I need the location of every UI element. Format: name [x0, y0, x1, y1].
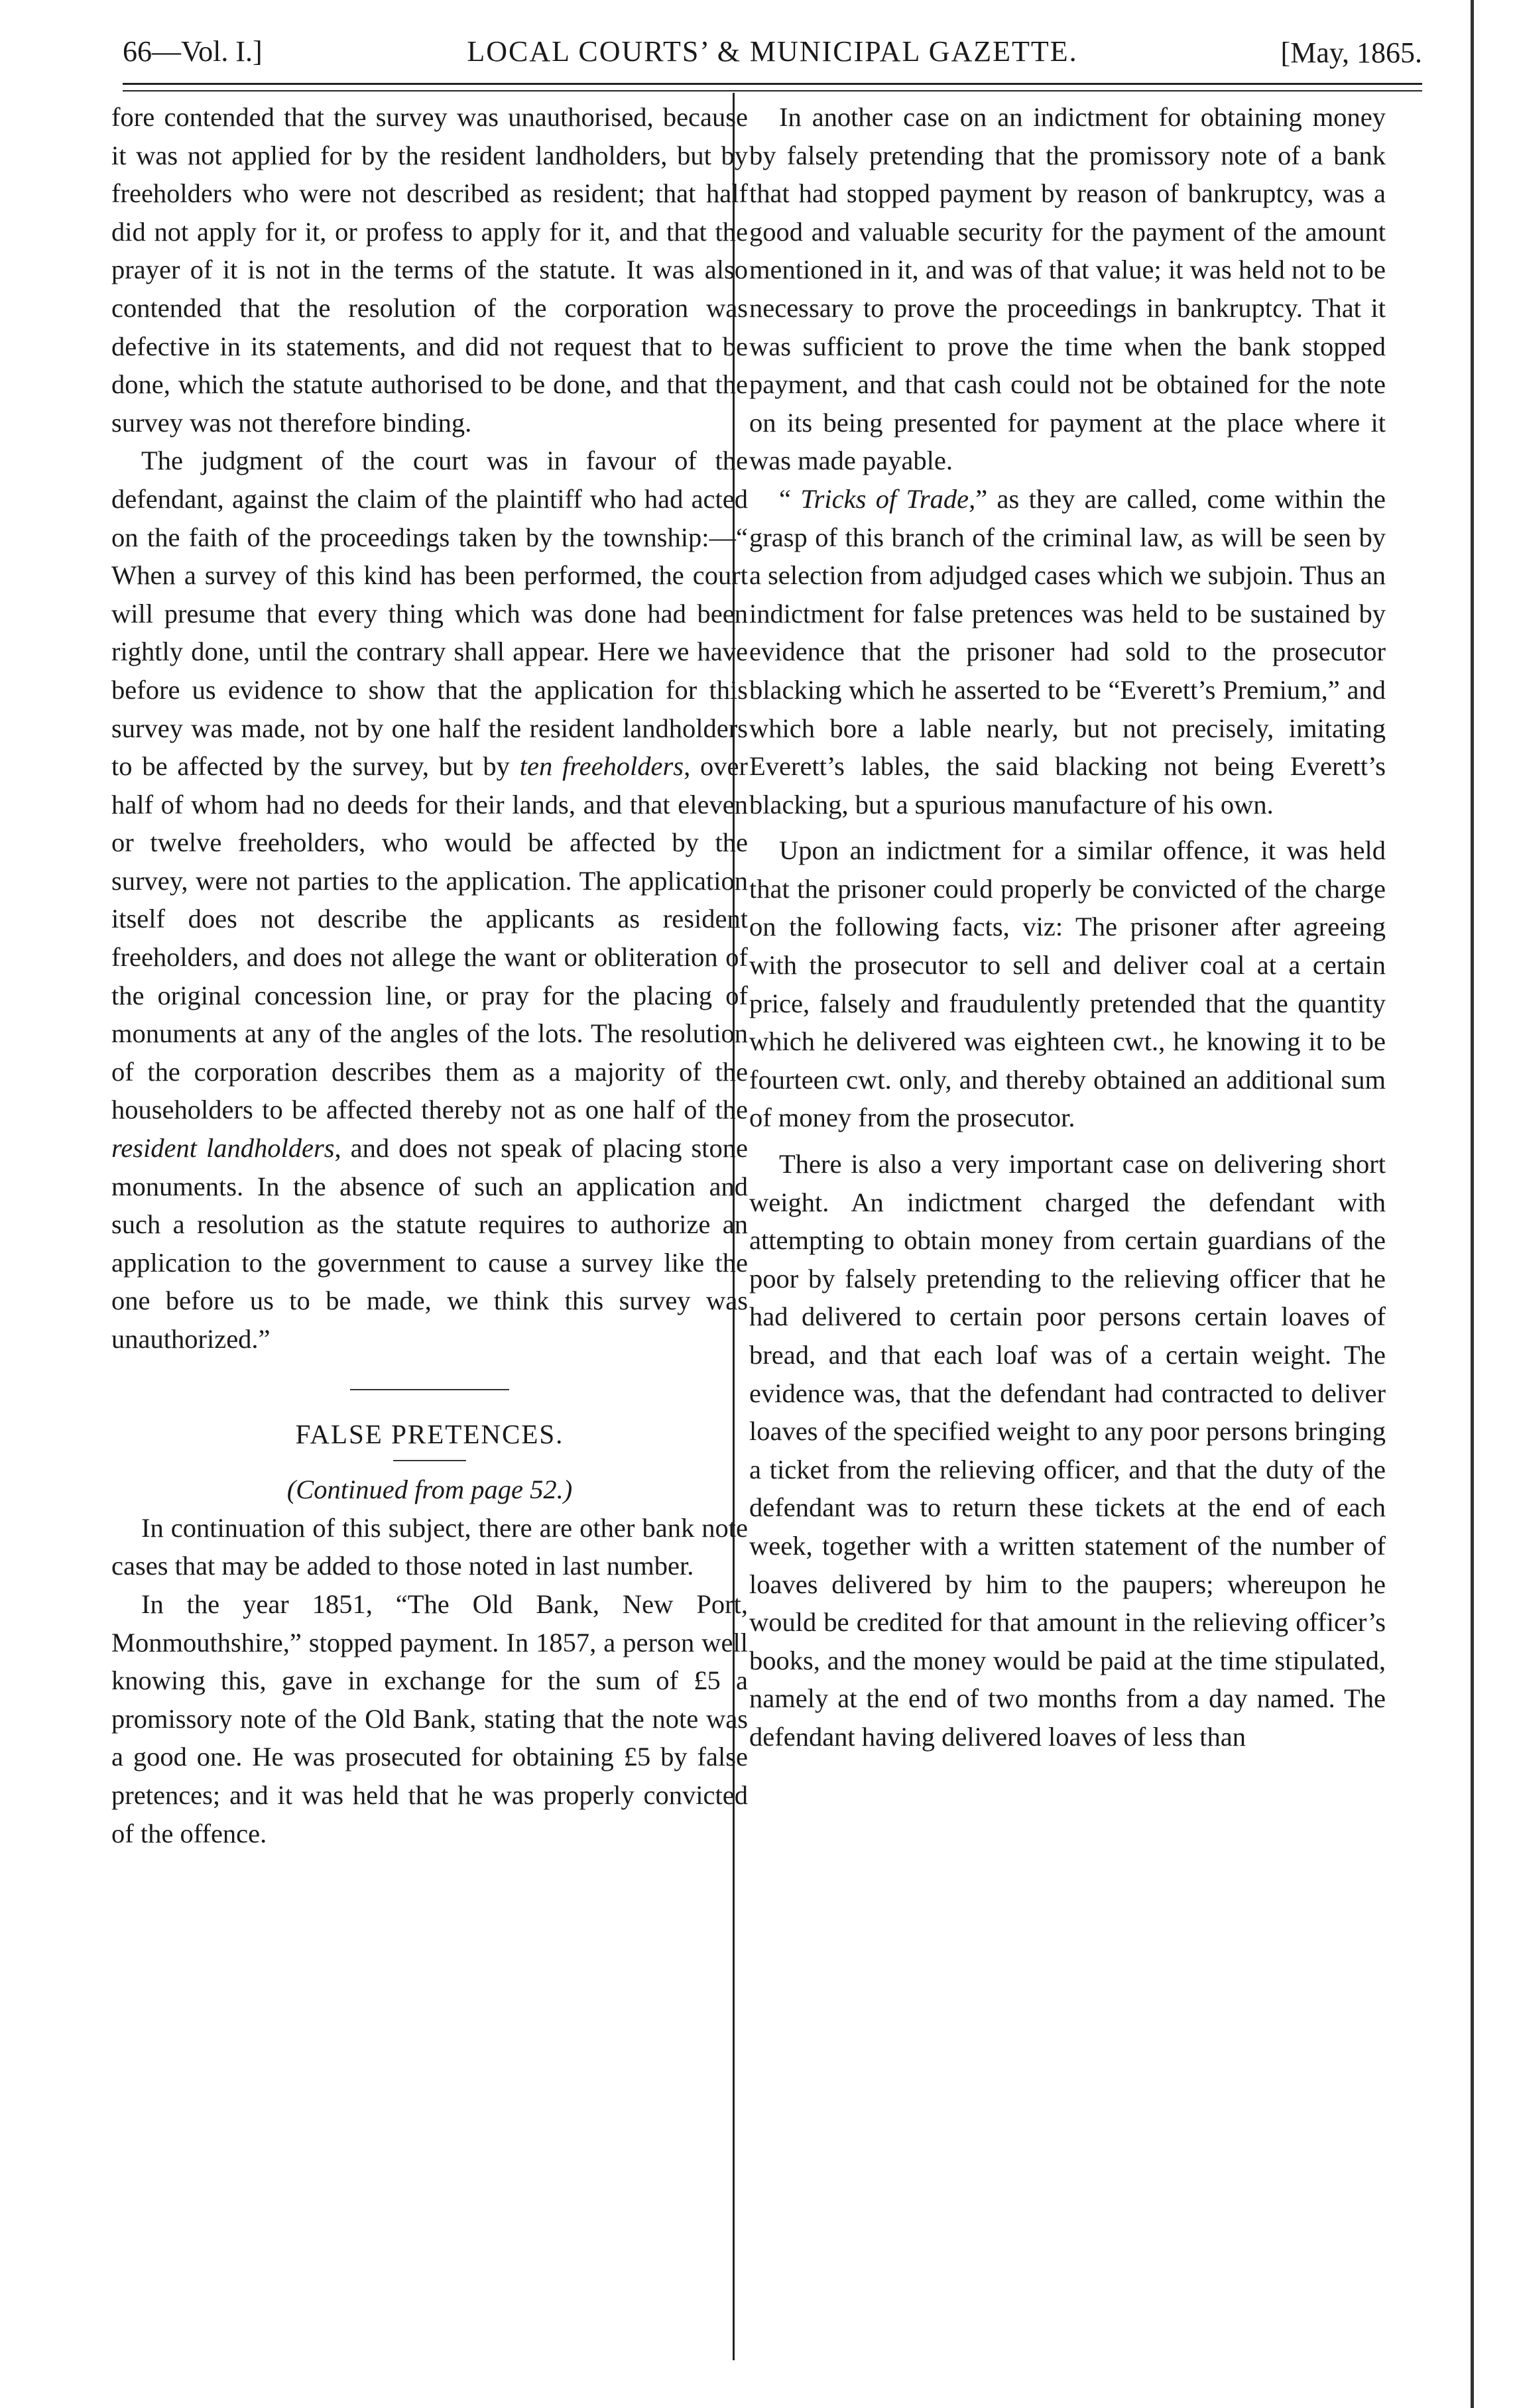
right-paragraph-2-text: ” as they are called, come within the grasp of this branch of the criminal law, as will be seen by a selection from adjudged cases which we subjoin. Thus an indictment for false pretences was held to be sustained by evidence that the prisoner had sold to the prosecutor blacking which he asserted to be “Everett’s Premium,” and which bore a lable nearly, but not precisely, imitating Everett’s lables, the said blacking not being Everett’s blacking, but a spurious manufacture of his own. [749, 483, 1386, 819]
left-paragraph-2 [111, 442, 748, 1358]
left-paragraph-2-emphasis-1: ten freeholders [519, 751, 684, 782]
left-paragraph-2-text-c: , and does not speak of placing stone monuments. In the absence of such an application and such a resolution as the statute requires to authorize an application to the government to cause a survey like the one before us to be made, we think this survey was unauthorized.” [111, 1133, 748, 1354]
header-date: [May, 1865. [1280, 36, 1422, 69]
header-title: LOCAL COURTS’ & MUNICIPAL GAZETTE. [467, 35, 1078, 68]
continued-note: (Continued from page 52.) [286, 1475, 573, 1505]
left-column [111, 98, 748, 1852]
right-paragraph-1: In another case on an indictment for obtaining money by falsely pretending that the promissory note of a bank that had stopped payment by reason of bankruptcy, was a good and valuable security for the payment of the amount mentioned in it, and was of that value; it was held not to be necessary to prove the proceedings in bankruptcy. That it was sufficient to prove the time when the bank stopped payment, and that cash could not be obtained for the note on its being presented for payment at the place where it was made payable. [749, 102, 1386, 476]
right-paragraph-2-emphasis: Tricks of Trade, [800, 483, 976, 514]
left-paragraph-2-text-a: The judgment of the court was in favour of the defendant, against the claim of the plaintiff who had acted on the faith of the proceedings taken by the township:—“ When a survey of this kind has been performed, the court will presume that every thing which was done had been rightly done, until the contrary shall appear. Here we have before us evidence to show that the application for this survey was made, not by one half the resident landholders to be affected by the survey, but by [111, 446, 748, 782]
left-paragraph-1: fore contended that the survey was unauthorised, because it was not applied for by the resident landholders, but by freeholders who were not described as resident; that half did not apply for it, or profess to apply for it, and that the prayer of it is not in the terms of the statute. It was also contended that the resolution of the corporation was defective in its statements, and did not request that to be done, which the statute authorised to be done, and that the survey was not therefore binding. [111, 102, 748, 438]
page-header [123, 34, 1422, 88]
left-paragraph-3: In continuation of this subject, there are other bank note cases that may be added to those noted in last number. [111, 1512, 748, 1581]
left-paragraph-2-emphasis-2: resident landholders [111, 1133, 335, 1164]
header-double-rule [123, 83, 1422, 91]
right-column [749, 98, 1386, 1756]
right-paragraph-4: There is also a very important case on delivering short weight. An indictment charged the defendant with attempting to obtain money from certain guardians of the poor by falsely pretending to the relieving officer that he had delivered to certain poor persons certain loaves of bread, and that each loaf was of a certain weight. The evidence was, that the defendant had contracted to deliver loaves of the specified weight to any poor persons bringing a ticket from the relieving officer, and that the duty of the defendant was to return these tickets at the end of each week, together with a written statement of the number of loaves delivered by him to the paupers; whereupon he would be credited for that amount in the relieving officer’s books, and the money would be paid at the time stipulated, namely at the end of two months from a day named. The defendant having delivered loaves of less than [749, 1149, 1386, 1752]
section-break-rule [350, 1389, 509, 1390]
left-paragraph-4: In the year 1851, “The Old Bank, New Port, Monmouthshire,” stopped payment. In 1857, a person well knowing this, gave in exchange for the sum of £5 a promissory note of the Old Bank, stating that the note was a good one. He was prosecuted for obtaining £5 by false pretences; and it was held that he was properly convicted of the offence. [111, 1589, 748, 1848]
left-paragraph-2-text-b: , over half of whom had no deeds for their lands, and that eleven or twelve freeholders, who would be affected by the survey, were not parties to the application. The application itself does not describe the applicants as resident freeholders, and does not allege the want or obliteration of the original concession line, or pray for the placing of monuments at any of the angles of the lots. The resolution of the corporation describes them as a majority of the householders to be affected thereby not as one half of the [111, 751, 748, 1125]
right-paragraph-2 [749, 480, 1386, 823]
right-paragraph-3: Upon an indictment for a similar offence, it was held that the prisoner could properly be convicted of the charge on the following facts, viz: The prisoner after agreeing with the prosecutor to sell and deliver coal at a certain price, falsely and fraudulently pretended that the quantity which he delivered was eighteen cwt., he knowing it to be fourteen cwt. only, and thereby obtained an additional sum of money from the prosecutor. [749, 835, 1386, 1133]
section-title-rule [393, 1460, 466, 1461]
page-edge-line [1471, 0, 1474, 2408]
right-paragraph-2-quote-open: “ [779, 483, 801, 514]
header-volume: 66—Vol. I.] [123, 35, 263, 68]
section-title: FALSE PRETENCES. [295, 1418, 564, 1449]
